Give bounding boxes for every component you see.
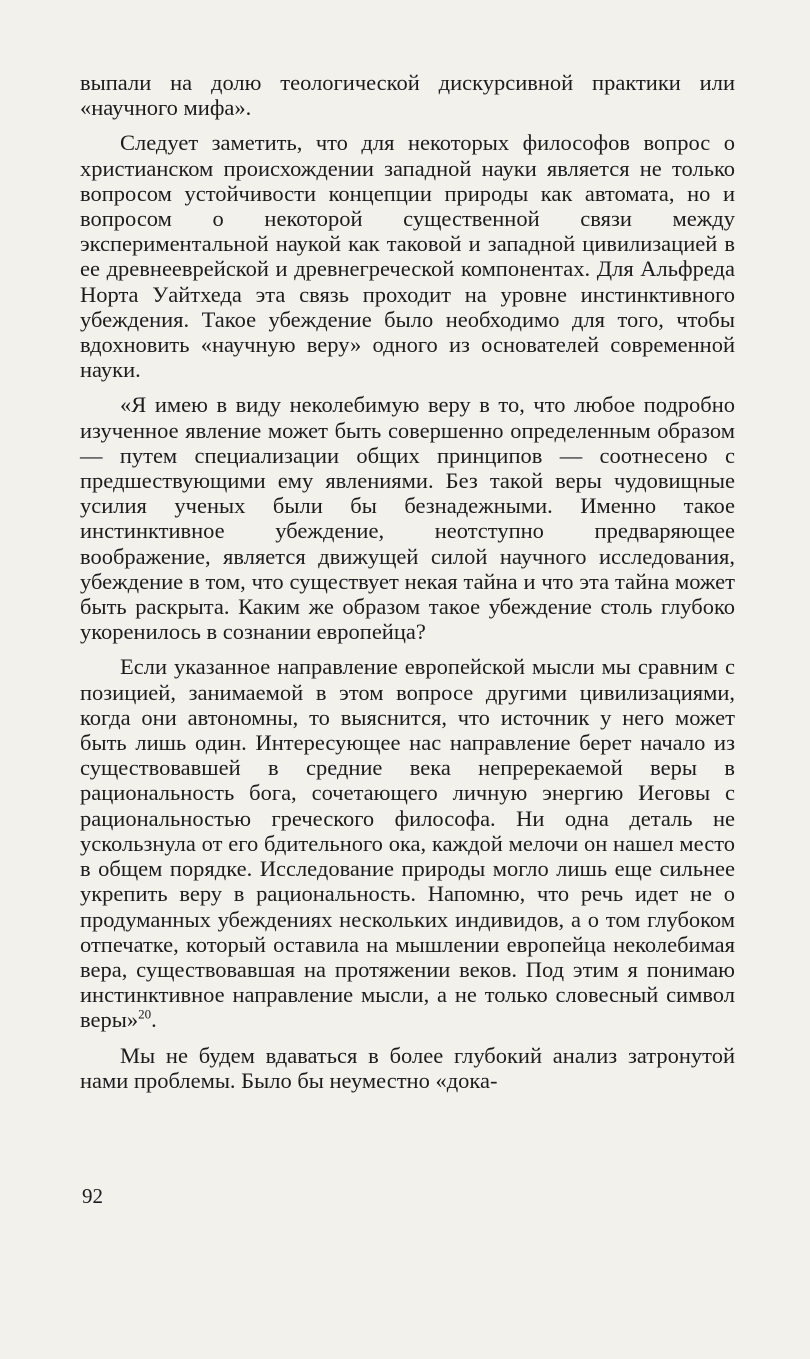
paragraph-quote-continued xyxy=(80,654,735,1032)
footnote-reference: 20 xyxy=(138,1006,152,1022)
quote-text: Если указанное направление европейской мысли мы сравним с позицией, занимаемой в этом вопросе другими цивилизациями, когда они автономны, то выяснится, что источник у него может быть лишь один. Интересующее нас направление берет начало из существовавшей в средние века непререкаемой веры в рациональность бога, сочетающего личную энергию Иеговы с рациональностью греческого философа. Ни одна деталь не ускользнула от его бдительного ока, каждой мелочи он нашел место в общем порядке. Исследование природы могло лишь еще сильнее укрепить веру в рациональность. Напомню, что речь идет не о продуманных убеждениях нескольких индивидов, а о том глубоком отпечатке, который оставила на мышлении европейца неколебимая вера, существовавшая на протяжении веков. Под этим я понимаю инстинктивное направление мысли, а не только словесный символ веры» xyxy=(80,654,735,1033)
body-text xyxy=(80,70,735,1093)
paragraph-conclusion: Мы не будем вдаваться в более глубокий анализ затронутой нами проблемы. Было бы неуместно «дока- xyxy=(80,1042,735,1093)
paragraph-continued: выпали на долю теологической дискурсивной практики или «научного мифа». xyxy=(80,70,735,121)
paragraph-whitehead-intro: Следует заметить, что для некоторых философов вопрос о христианском происхождении западной науки является не только вопросом устойчивости концепции природы как автомата, но и вопросом о некоторой существенной связи между экспериментальной наукой как таковой и западной цивилизацией в ее древнееврейской и древнегреческой компонентах. Для Альфреда Норта Уайтхеда эта связь проходит на уровне инстинктивного убеждения. Такое убеждение было необходимо для того, чтобы вдохновить «научную веру» одного из основателей современной науки. xyxy=(80,130,735,383)
quote-end-punctuation: . xyxy=(151,1007,157,1033)
page-number: 92 xyxy=(82,1184,103,1208)
paragraph-quote-start: «Я имею в виду неколебимую веру в то, что любое подробно изученное явление может быть совершенно определенным образом — путем специализации общих принципов — соотнесено с предшествующими ему явлениями. Без такой веры чудовищные усилия ученых были бы безнадежными. Именно такое инстинктивное убеждение, неотступно предваряющее воображение, является движущей силой научного исследования, убеждение в том, что существует некая тайна и что эта тайна может быть раскрыта. Каким же образом такое убеждение столь глубоко укоренилось в сознании европейца? xyxy=(80,392,735,645)
